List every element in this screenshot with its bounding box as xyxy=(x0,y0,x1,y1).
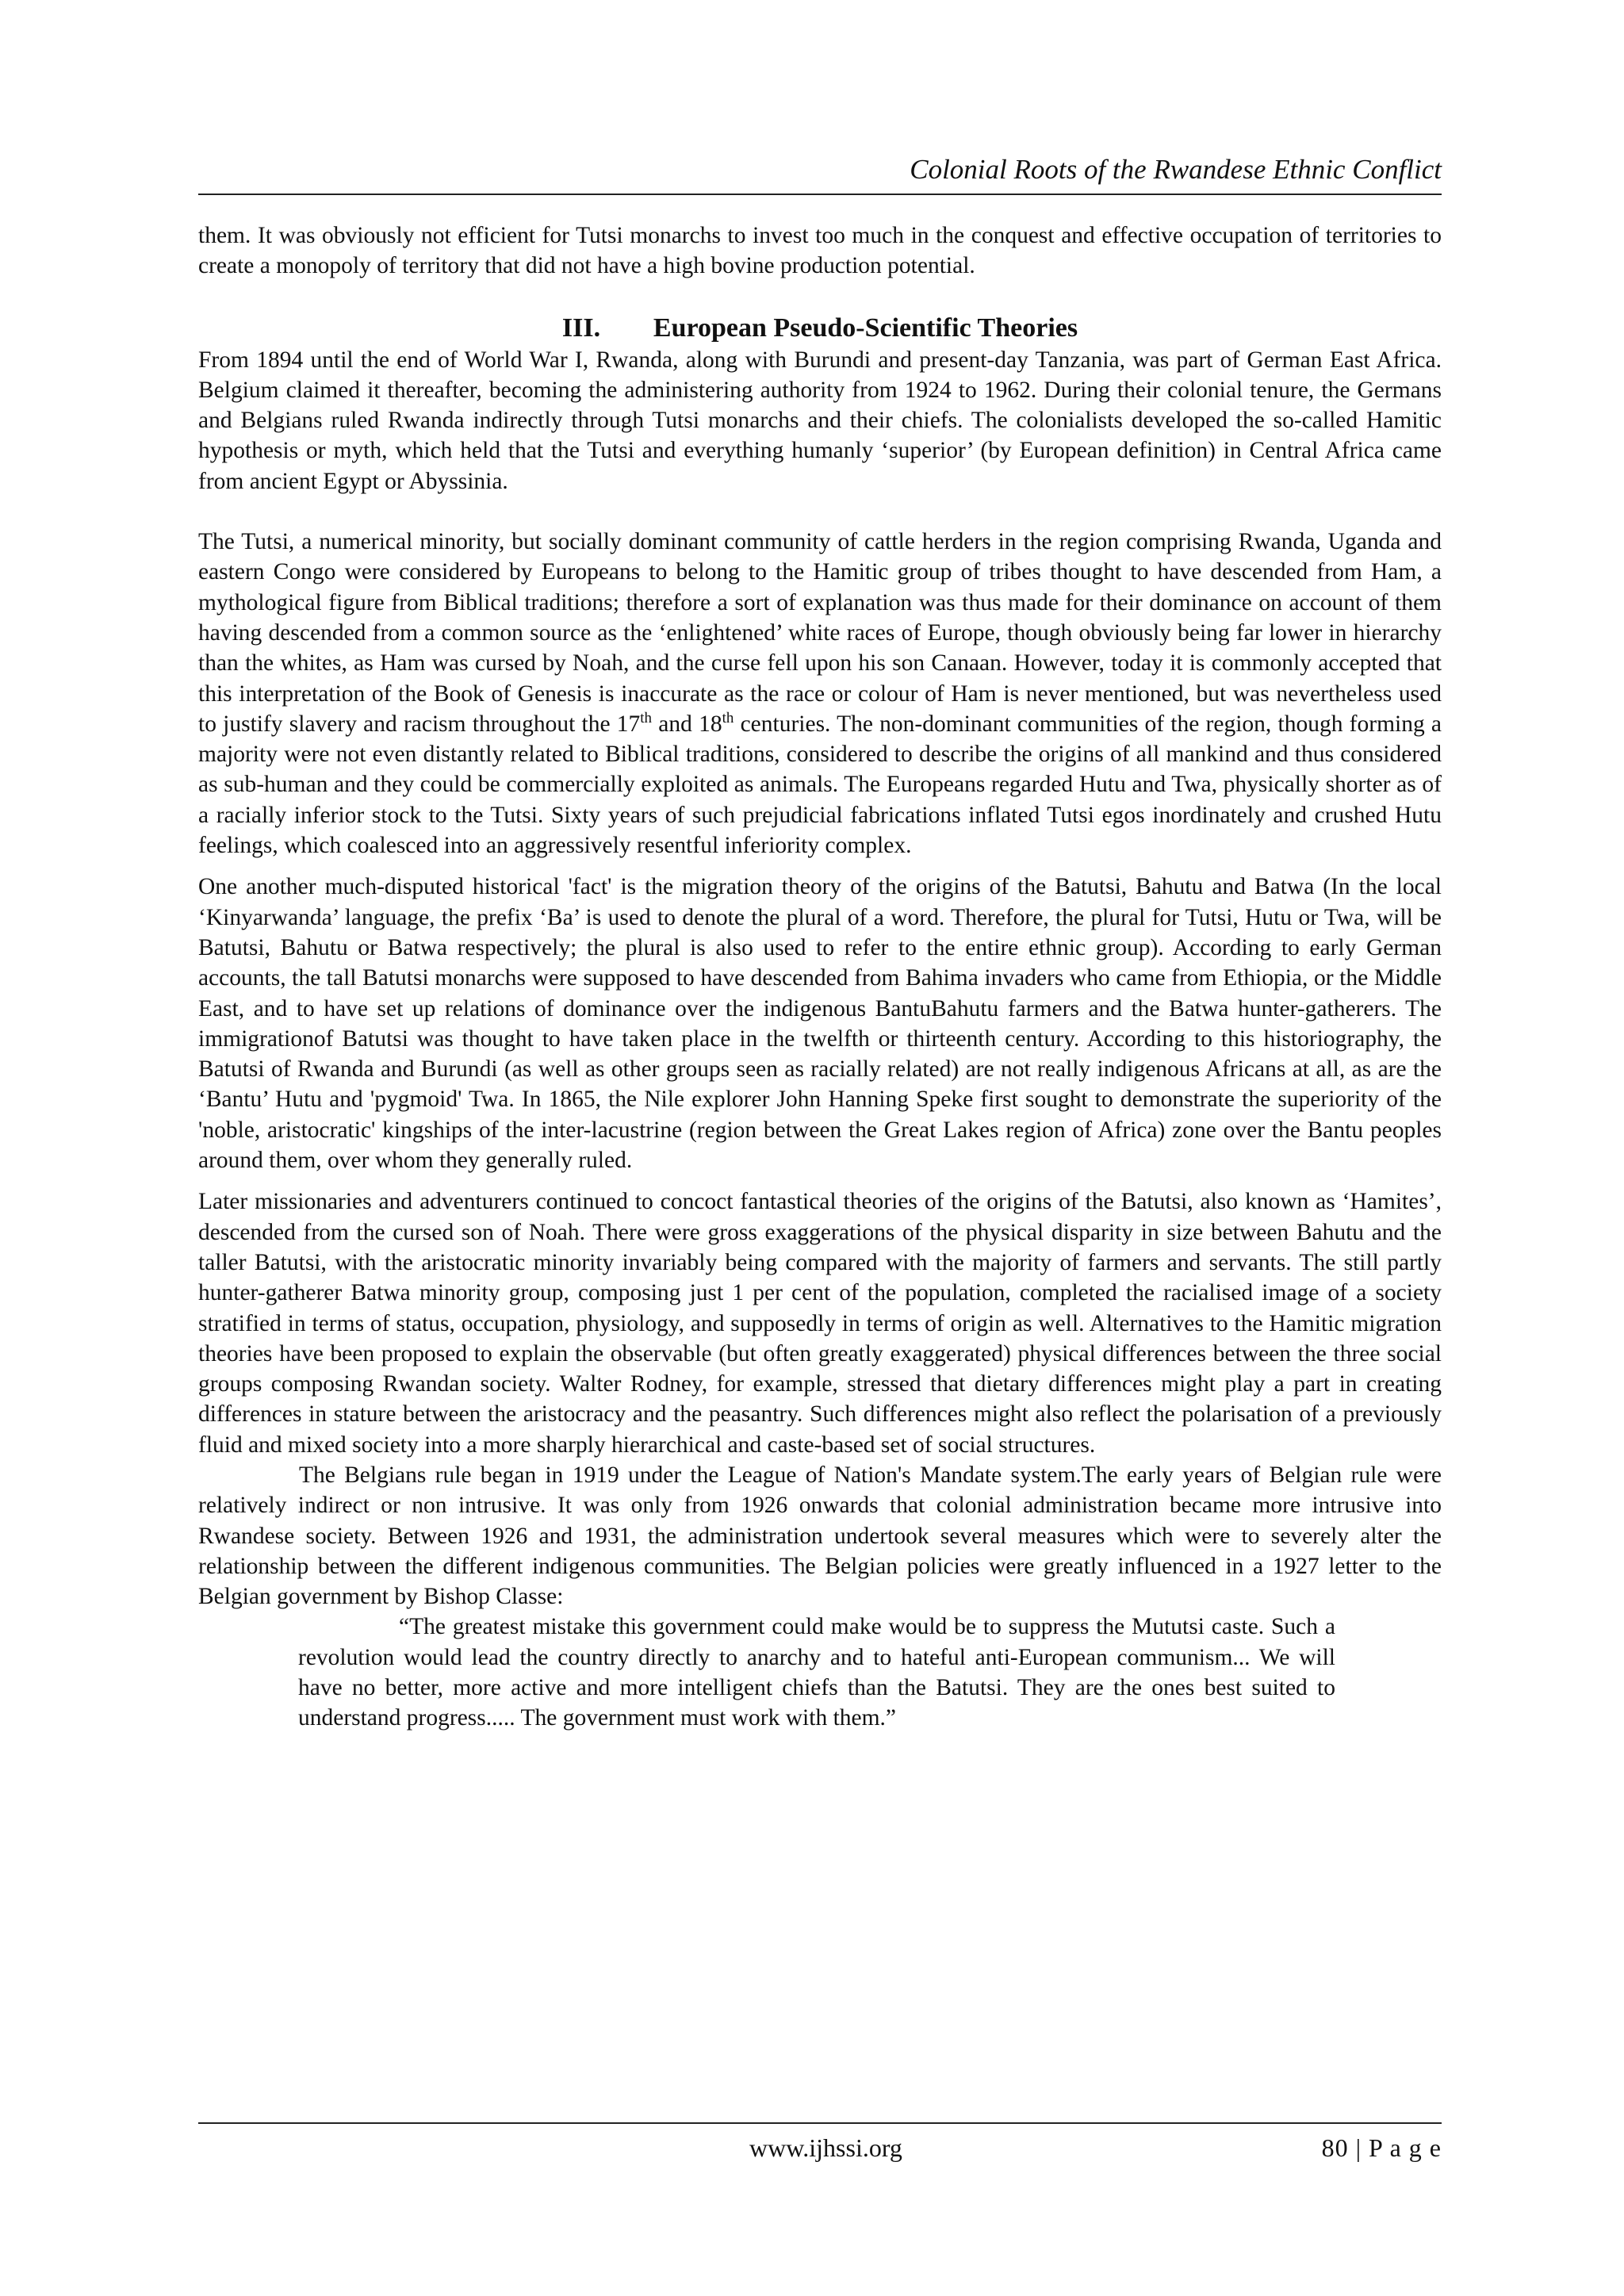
section-title: European Pseudo-Scientific Theories xyxy=(653,312,1078,343)
paragraph-hamitic-myth-part-c: centuries. The non-dominant communities of the region, though forming a majority were not even distantly related to Biblical traditions, considered to describe the origins of all mankind and thus considered as sub-human and they could be commercially exploited as animals. The Europeans regarded Hutu and Twa, physically shorter as of a racially inferior stock to the Tutsi. Sixty years of such prejudicial fabrications inflated Tutsi egos inordinately and crushed Hutu feelings, which coalesced into an aggressively resentful inferiority complex. xyxy=(198,711,1442,859)
bishop-classe-quote xyxy=(298,1612,1335,1733)
paragraph-hamitic-myth xyxy=(198,527,1442,861)
ordinal-suffix: th xyxy=(640,710,653,727)
section-heading xyxy=(198,312,1442,345)
paragraph-migration-theory: One another much-disputed historical 'fact' is the migration theory of the origins of the Batutsi, Bahutu and Batwa (In the local ‘Kinyarwanda’ language, the prefix ‘Ba’ is used to denote the plural of a word. Therefore, the plural for Tutsi, Hutu or Twa, will be Batutsi, Bahutu or Batwa respectively; the plural is also used to refer to the entire ethnic group). According to early German accounts, the tall Batutsi monarchs were supposed to have descended from Bahima invaders who came from Ethiopia, or the Middle East, and to have set up relations of dominance over the indigenous BantuBahutu farmers and the Batwa hunter-gatherers. The immigrationof Batutsi was thought to have taken place in the twelfth or thirteenth century. According to this historiography, the Batutsi of Rwanda and Burundi (as well as other groups seen as racially related) are not really indigenous Africans at all, as are the ‘Bantu’ Hutu and 'pygmoid' Twa. In 1865, the Nile explorer John Hanning Speke first sought to demonstrate the superiority of the 'noble, aristocratic' kingships of the inter-lacustrine (region between the Great Lakes region of Africa) zone over the Bantu peoples around them, over whom they generally ruled. xyxy=(198,874,1442,1174)
section-number: III. xyxy=(561,312,601,343)
paragraph-german-east-africa: From 1894 until the end of World War I, Rwanda, along with Burundi and present-day Tanzania, was part of German East Africa. Belgium claimed it thereafter, becoming the administering authority from 1924 to 1962. During their colonial tenure, the Germans and Belgians ruled Rwanda indirectly through Tutsi monarchs and their chiefs. The colonialists developed the so-called Hamitic hypothesis or myth, which held that the Tutsi and everything humanly ‘superior’ (by European definition) in Central Africa came from ancient Egypt or Abyssinia. xyxy=(198,347,1442,494)
intro-paragraph: them. It was obviously not efficient for Tutsi monarchs to invest too much in the conquest and effective occupation of territories to create a monopoly of territory that did not have a high bovine production potential. xyxy=(198,223,1442,279)
quote-text: “The greatest mistake this government could make would be to suppress the Mututsi caste. Such a revolution would lead the country directly to anarchy and to hateful anti-European communism... We will have no better, more active and more intelligent chiefs than the Batutsi. They are the ones best suited to understand progress..... The government must work with them.” xyxy=(298,1614,1335,1731)
ordinal-suffix: th xyxy=(722,710,734,727)
paragraph-hamitic-myth-part-b: and 18 xyxy=(652,711,722,737)
footer-website-link[interactable]: www.ijhssi.org xyxy=(749,2133,902,2162)
paragraph-missionaries: Later missionaries and adventurers continued to concoct fantastical theories of the origins of the Batutsi, also known as ‘Hamites’, descended from the cursed son of Noah. There were gross exaggerations of the physical disparity in size between Bahutu and the taller Batutsi, with the aristocratic minority invariably being compared with the majority of farmers and servants. The still partly hunter-gatherer Batwa minority group, composing just 1 per cent of the population, completed the racialised image of a society stratified in terms of status, occupation, physiology, and supposedly in terms of origin as well. Alternatives to the Hamitic migration theories have been proposed to explain the observable (but often greatly exaggerated) physical differences between the three social groups composing Rwandan society. Walter Rodney, for example, stressed that dietary differences might play a part in creating differences in stature between the aristocracy and the peasantry. Such differences might also reflect the polarisation of a previously fluid and mixed society into a more sharply hierarchical and caste-based set of social structures. xyxy=(198,1189,1442,1458)
footer-rule xyxy=(198,2122,1442,2124)
running-header-title: Colonial Roots of the Rwandese Ethnic Conflict xyxy=(910,154,1442,185)
article-body xyxy=(198,220,1442,1734)
page-number: 80 | P a g e xyxy=(1321,2133,1442,2162)
header-rule xyxy=(198,194,1442,195)
paragraph-belgian-rule: The Belgians rule began in 1919 under the League of Nation's Mandate system.The early years of Belgian rule were relatively indirect or non intrusive. It was only from 1926 onwards that colonial administration became more intrusive into Rwandese society. Between 1926 and 1931, the administration undertook several measures which were to severely alter the relationship between the different indigenous communities. The Belgian policies were greatly influenced in a 1927 letter to the Belgian government by Bishop Classe: xyxy=(198,1462,1442,1610)
paragraph-hamitic-myth-part-a: The Tutsi, a numerical minority, but socially dominant community of cattle herders in the region comprising Rwanda, Uganda and eastern Congo were considered by Europeans to belong to the Hamitic group of tribes thought to have descended from Ham, a mythological figure from Biblical traditions; therefore a sort of explanation was thus made for their dominance on account of them having descended from a common source as the ‘enlightened’ white races of Europe, though obviously being far lower in hierarchy than the whites, as Ham was cursed by Noah, and the curse fell upon his son Canaan. However, today it is commonly accepted that this interpretation of the Book of Genesis is inaccurate as the race or colour of Ham is never mentioned, but was nevertheless used to justify slavery and racism throughout the 17 xyxy=(198,529,1442,737)
